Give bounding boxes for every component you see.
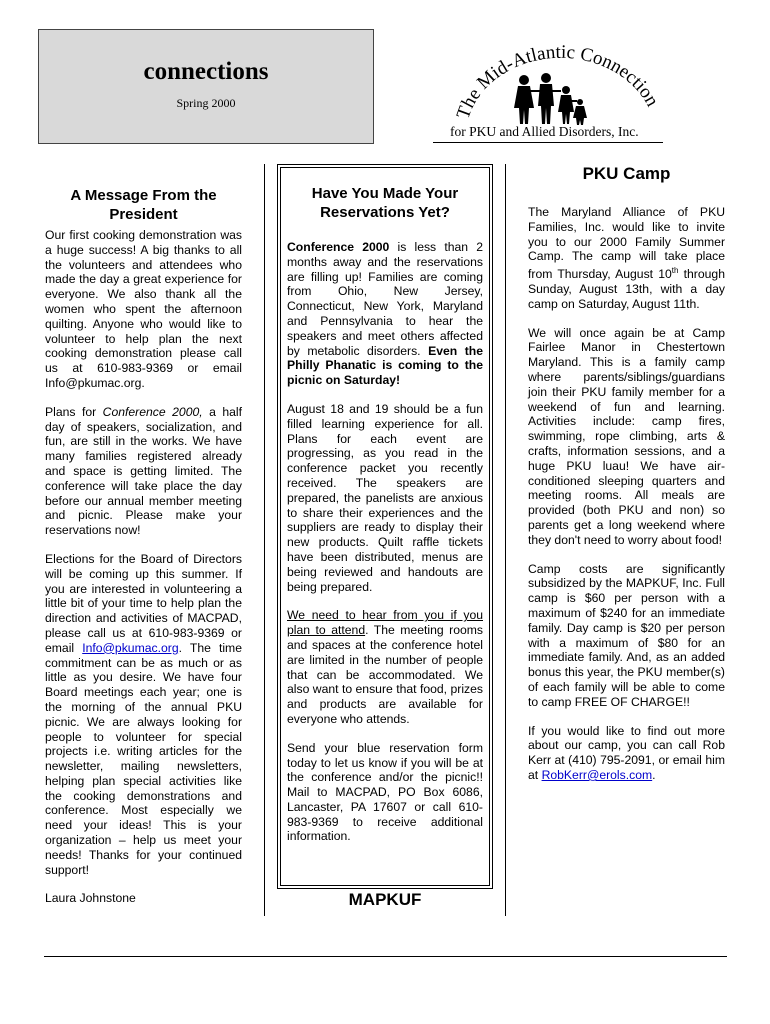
conference-name: Conference 2000, xyxy=(102,404,203,419)
paragraph-camp-invite xyxy=(528,205,725,312)
newsletter-title: connections xyxy=(143,58,269,85)
text-span: . The meeting rooms and spaces at the conference hotel are limited in the number of people that can be accommodated. We also want to ensure that food, prizes and products are available for everyone who attends. xyxy=(287,623,484,726)
email-link-robkerr[interactable]: RobKerr@erols.com xyxy=(541,767,653,782)
president-message-column xyxy=(45,186,242,920)
pku-camp-column xyxy=(528,164,725,797)
paragraph-august-event: August 18 and 19 should be a fun filled learning experience for all. Plans for each event are progressing, as you read in the conference packet you recently received. The speakers are prepared, the panelists are anxious to share their experiences and the suppliers are ready to display their new products. Quilt raffle tickets have been distributed, menus are being reviewed and handouts are being prepared. xyxy=(287,401,483,594)
president-message-heading: A Message From the President xyxy=(70,187,217,223)
family-silhouette-icon xyxy=(514,73,587,125)
paragraph-camp-costs: Camp costs are significantly subsidized by the MAPKUF, Inc. Full camp is $60 per person with a maximum of $240 for an immediate family. Day camp is $20 per person with a maximum of $80 for an immediate family. And, as an added bonus this year, the PKU member(s) of each family will be able to come to camp FREE OF CHARGE!! xyxy=(528,561,725,709)
text-span: is less than 2 months away and the reservations are filling up! Families are coming from Ohio, New Jersey, Connecticut, New York, Maryland and Pennsylvania to hear the speakers and meet others affected by metabolic disorders. xyxy=(287,240,483,358)
masthead-box xyxy=(38,29,374,144)
logo-underline xyxy=(433,142,663,143)
reservations-heading: Have You Made Your Reservations Yet? xyxy=(311,185,459,221)
paragraph-cooking-demo: Our first cooking demonstration was a huge success! A big thanks to all the volunteers and attendees who made the day a great experience for everyone. We also thank all the women who spent the afternoon quilting. Anyone who would like to volunteer to help plan the next cooking demonstration please call us at 610-983-9369 or email Info@pkumac.org. xyxy=(45,228,242,390)
logo-arc-text: The Mid-Atlantic Connection xyxy=(452,41,663,122)
column-divider-left xyxy=(264,164,265,916)
paragraph-camp-location: We will once again be at Camp Fairlee Manor in Chestertown Maryland. This is a family camp where parents/siblings/guardians join their PKU family member for a weekend of fun and learning. Activities include: camp fires, swimming, rope climbing, arts & crafts, information sessions, and a huge PKU luau! We have air-conditioned sleeping quarters and meeting rooms. All meals are provided (both PKU and non) so parents get a long weekend where they don't need to worry about food! xyxy=(528,325,725,547)
email-link-info[interactable]: Info@pkumac.org xyxy=(82,640,179,655)
bottom-rule xyxy=(44,956,727,957)
text-span: . The time commitment can be as much or as little as you desire. We have four Board meetings each year; one is the morning of the annual PKU picnic. We are always looking for people to volunteer for special projects i.e. writing articles for the newsletter, mailing newsletters, helping plan special activities like the cooking demonstrations and conference. Most especially we need your ideas! This is your organization – help us meet your needs! Thanks for your continued support! xyxy=(45,640,242,877)
mapkuf-label: MAPKUF xyxy=(348,890,422,909)
paragraph-conference-2000 xyxy=(287,240,483,388)
logo-subtitle: for PKU and Allied Disorders, Inc. xyxy=(450,124,639,139)
paragraph-reservation-form: Send your blue reservation form today to let us know if you will be at the conference and/or the picnic!! Mail to MACPAD, PO Box 6086, Lancaster, PA 17607 or call 610-983-9369 to receive additional information. xyxy=(287,740,483,844)
text-span: . xyxy=(652,767,656,782)
attend-notice-underlined: We need to hear from you if you plan to attend xyxy=(287,608,483,638)
superscript: th xyxy=(671,266,679,276)
text-span: Plans for xyxy=(45,404,103,419)
issue-date: Spring 2000 xyxy=(176,96,236,110)
signature: Laura Johnstone xyxy=(45,891,136,906)
text-span: Elections for the Board of Directors will be coming up this summer. If you are interested in volunteering a little bit of your time to help plan the direction and activities of MACPAD, please call us at 610-983-9369 or email xyxy=(45,551,242,655)
conference-2000-label: Conference 2000 xyxy=(287,240,390,254)
text-span: through Sunday, August 13th, with a day camp on Saturday, August 11th. xyxy=(528,267,725,311)
pku-camp-heading: PKU Camp xyxy=(582,164,671,183)
paragraph-conference-plans xyxy=(45,405,242,538)
paragraph-camp-contact xyxy=(528,724,725,783)
column-divider-right xyxy=(505,164,506,916)
paragraph-elections xyxy=(45,552,242,878)
paragraph-attend-notice xyxy=(287,608,483,726)
text-span: The Maryland Alliance of PKU Families, Inc. would like to invite you to our 2000 Family Summer Camp. The camp will take place from Thursday, August 10 xyxy=(528,205,725,282)
reservations-column xyxy=(287,184,483,858)
text-span: If you would like to find out more about our camp, you can call Rob Kerr at (410) 795-2091, or email him at xyxy=(528,723,725,782)
text-span: a half day of speakers, socialization, and fun, are still in the works. We have many families registered already and space is getting limited. The conference will take place the day before our annual member meeting and picnic. Please make your reservations now! xyxy=(45,404,243,538)
phanatic-announcement: Even the Philly Phanatic is coming to the picnic on Saturday! xyxy=(287,343,483,388)
svg-text:The Mid-Atlantic Connection xyxy=(453,42,663,122)
